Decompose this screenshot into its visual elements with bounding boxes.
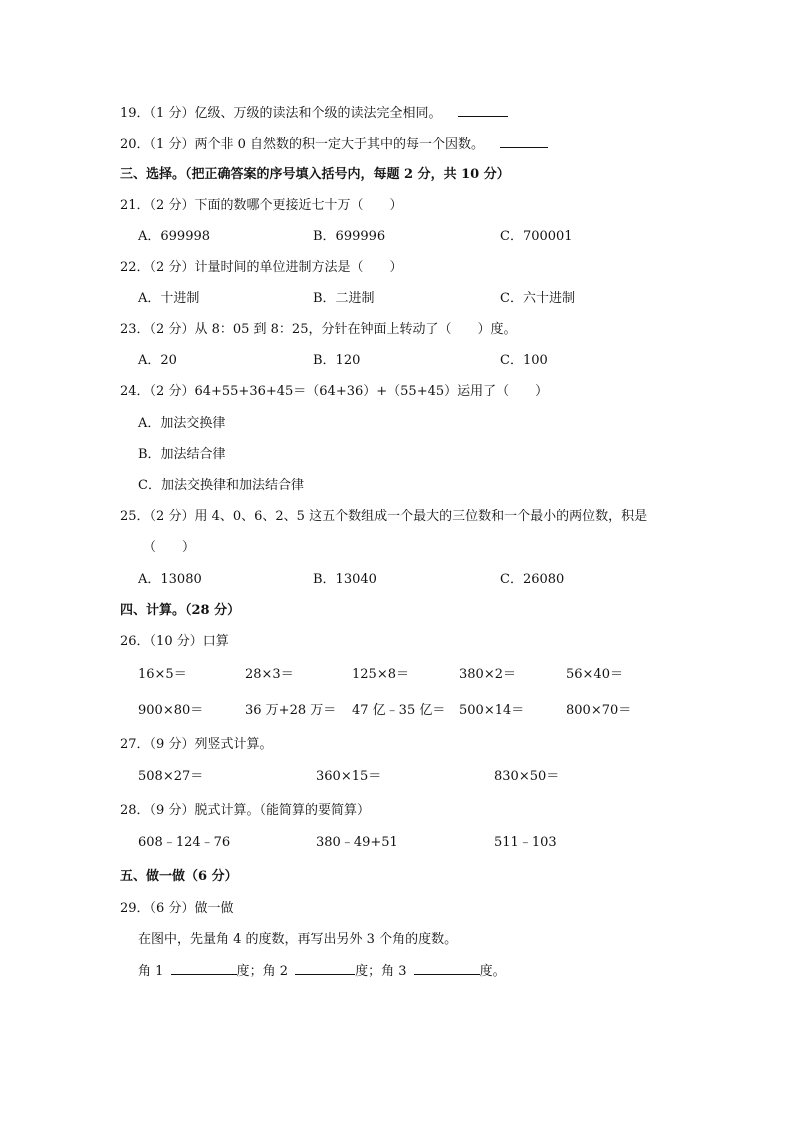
- question-23-option-b[interactable]: B．120: [313, 353, 361, 368]
- angle-1-unit: 度: [236, 964, 250, 979]
- question-25-option-a[interactable]: A．13080: [138, 572, 202, 587]
- question-24-option-b[interactable]: B．加法结合律: [138, 447, 226, 462]
- angle-2-label: ；角 2: [249, 964, 288, 979]
- question-20: [120, 135, 548, 154]
- question-24-stem: 24．（2 分）64+55+36+45＝（64+36）+（55+45）运用了（ ）: [120, 384, 549, 399]
- oral-calc-9: 500×14＝: [459, 703, 525, 718]
- step-calc-2: 380﹣49+51: [316, 835, 398, 850]
- angle-1-blank[interactable]: [171, 962, 237, 975]
- oral-calc-5: 56×40＝: [566, 667, 623, 682]
- question-25-stem: 25．（2 分）用 4、0、6、2、5 这五个数组成一个最大的三位数和一个最小的两位数，积是: [120, 509, 648, 524]
- angle-1-label: 角 1: [138, 964, 164, 979]
- answer-blank-20[interactable]: [500, 135, 548, 148]
- question-28-stem: 28．（9 分）脱式计算。（能简算的要简算）: [120, 803, 370, 818]
- question-24-option-a[interactable]: A．加法交换律: [138, 416, 226, 431]
- question-29-stem: 29．（6 分）做一做: [120, 901, 234, 916]
- angle-3-blank[interactable]: [414, 962, 480, 975]
- vertical-calc-2: 360×15＝: [316, 769, 382, 784]
- oral-calc-2: 28×3＝: [245, 667, 294, 682]
- question-27-stem: 27．（9 分）列竖式计算。: [120, 737, 273, 752]
- section-5-title: 五、做一做（6 分）: [120, 869, 238, 884]
- question-22-option-c[interactable]: C．六十进制: [500, 291, 575, 306]
- question-25-option-c[interactable]: C．26080: [500, 572, 565, 587]
- question-25-option-b[interactable]: B．13040: [313, 572, 377, 587]
- question-22-option-a[interactable]: A．十进制: [138, 291, 200, 306]
- question-23-stem: 23．（2 分）从 8：05 到 8：25，分针在钟面上转动了（ ）度。: [120, 322, 517, 337]
- question-24-option-c[interactable]: C．加法交换律和加法结合律: [138, 478, 304, 493]
- step-calc-3: 511﹣103: [494, 835, 557, 850]
- question-23-option-c[interactable]: C．100: [500, 353, 548, 368]
- question-21-option-b[interactable]: B．699996: [313, 229, 386, 244]
- angle-3-label: ；角 3: [368, 964, 407, 979]
- angle-2-unit: 度: [355, 964, 369, 979]
- question-21-option-a[interactable]: A．699998: [138, 229, 211, 244]
- question-20-text: 20．（1 分）两个非 0 自然数的积一定大于其中的每一个因数。: [120, 137, 484, 152]
- question-19-text: 19．（1 分）亿级、万级的读法和个级的读法完全相同。: [120, 106, 442, 121]
- question-29-instruction: 在图中，先量角 4 的度数，再写出另外 3 个角的度数。: [138, 932, 458, 947]
- section-3-title: 三、选择。（把正确答案的序号填入括号内，每题 2 分，共 10 分）: [120, 167, 510, 182]
- question-22-option-b[interactable]: B．二进制: [313, 291, 375, 306]
- oral-calc-4: 380×2＝: [459, 667, 516, 682]
- oral-calc-6: 900×80＝: [138, 703, 204, 718]
- vertical-calc-3: 830×50＝: [494, 769, 560, 784]
- angle-3-end: 度。: [479, 964, 506, 979]
- answer-blank-19[interactable]: [458, 104, 508, 117]
- question-25-stem-continued: （ ）: [143, 540, 196, 555]
- section-4-title: 四、计算。（28 分）: [120, 603, 241, 618]
- question-23-option-a[interactable]: A．20: [138, 353, 177, 368]
- oral-calc-3: 125×8＝: [352, 667, 409, 682]
- oral-calc-10: 800×70＝: [566, 703, 632, 718]
- question-26-stem: 26．（10 分）口算: [120, 634, 229, 649]
- oral-calc-8: 47 亿﹣35 亿＝: [352, 703, 446, 718]
- angle-2-blank[interactable]: [295, 962, 355, 975]
- question-21-option-c[interactable]: C．700001: [500, 229, 573, 244]
- oral-calc-1: 16×5＝: [138, 667, 187, 682]
- vertical-calc-1: 508×27＝: [138, 769, 204, 784]
- step-calc-1: 608﹣124﹣76: [138, 835, 231, 850]
- question-19: [120, 104, 508, 123]
- question-21-stem: 21．（2 分）下面的数哪个更接近七十万（ ）: [120, 198, 403, 213]
- question-29-answers: [138, 962, 506, 981]
- question-22-stem: 22．（2 分）计量时间的单位进制方法是（ ）: [120, 260, 403, 275]
- oral-calc-7: 36 万+28 万＝: [245, 703, 337, 718]
